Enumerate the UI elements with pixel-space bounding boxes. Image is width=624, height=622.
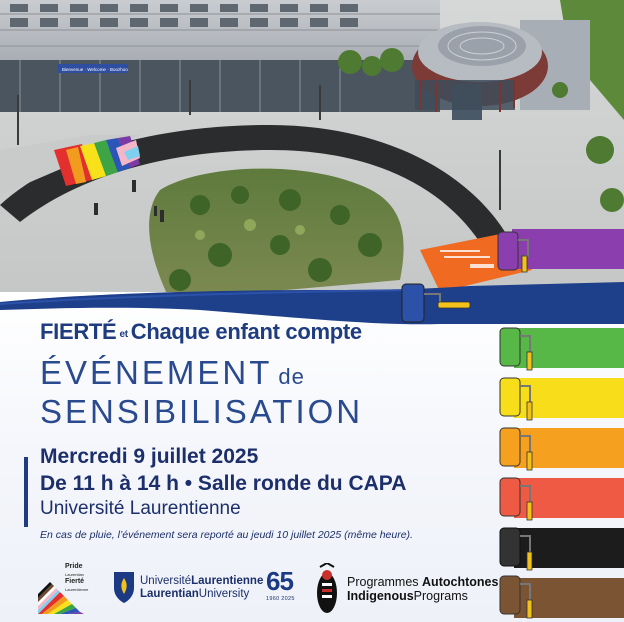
building-banner-text: Bienvenue · Welcome · Boozhoo: [62, 67, 128, 72]
headline-line2: SENSIBILISATION: [40, 393, 364, 430]
title-connector: et: [119, 329, 128, 340]
paint-roller-icon: [498, 376, 538, 424]
paint-roller-icon: [498, 574, 538, 622]
headline-event: [40, 354, 305, 392]
paint-roller-icon: [498, 426, 538, 474]
headline-line1: ÉVÉNEMENT: [40, 354, 273, 391]
paint-roller-icon: [496, 226, 536, 274]
paint-roller-icon: [498, 476, 538, 524]
university-name-fr: UniversitéLaurentienne: [140, 575, 264, 587]
event-institution: Université Laurentienne: [40, 498, 241, 519]
event-date: Mercredi 9 juillet 2025: [40, 445, 259, 468]
anniversary-65: 65: [266, 566, 293, 596]
accent-bar: [24, 457, 28, 527]
indigenous-programs-fr: Programmes Autochtones: [347, 575, 499, 589]
indigenous-programs-logo-icon: [314, 563, 340, 615]
headline-line1-suffix: de: [278, 364, 305, 389]
pride-logo-text: Pride Laurentian Fierté Laurentienne: [65, 563, 89, 592]
university-name-en: LaurentianUniversity: [140, 588, 250, 600]
anniversary-years: 1960 2025: [266, 596, 295, 602]
paint-roller-icon: [498, 526, 538, 574]
event-time-place: De 11 h à 14 h • Salle ronde du CAPA: [40, 472, 407, 495]
title-line: [40, 319, 362, 345]
rain-note: En cas de pluie, l’événement sera reporté au jeudi 10 juillet 2025 (même heure).: [40, 529, 413, 541]
title-fierte: FIERTÉ: [40, 319, 117, 344]
title-chaque-enfant: Chaque enfant compte: [130, 319, 362, 344]
laurentian-university-logo-icon: [112, 570, 136, 604]
paint-roller-icon: [400, 282, 472, 324]
paint-roller-icon: [498, 326, 538, 374]
indigenous-programs-en: IndigenousPrograms: [347, 589, 468, 603]
